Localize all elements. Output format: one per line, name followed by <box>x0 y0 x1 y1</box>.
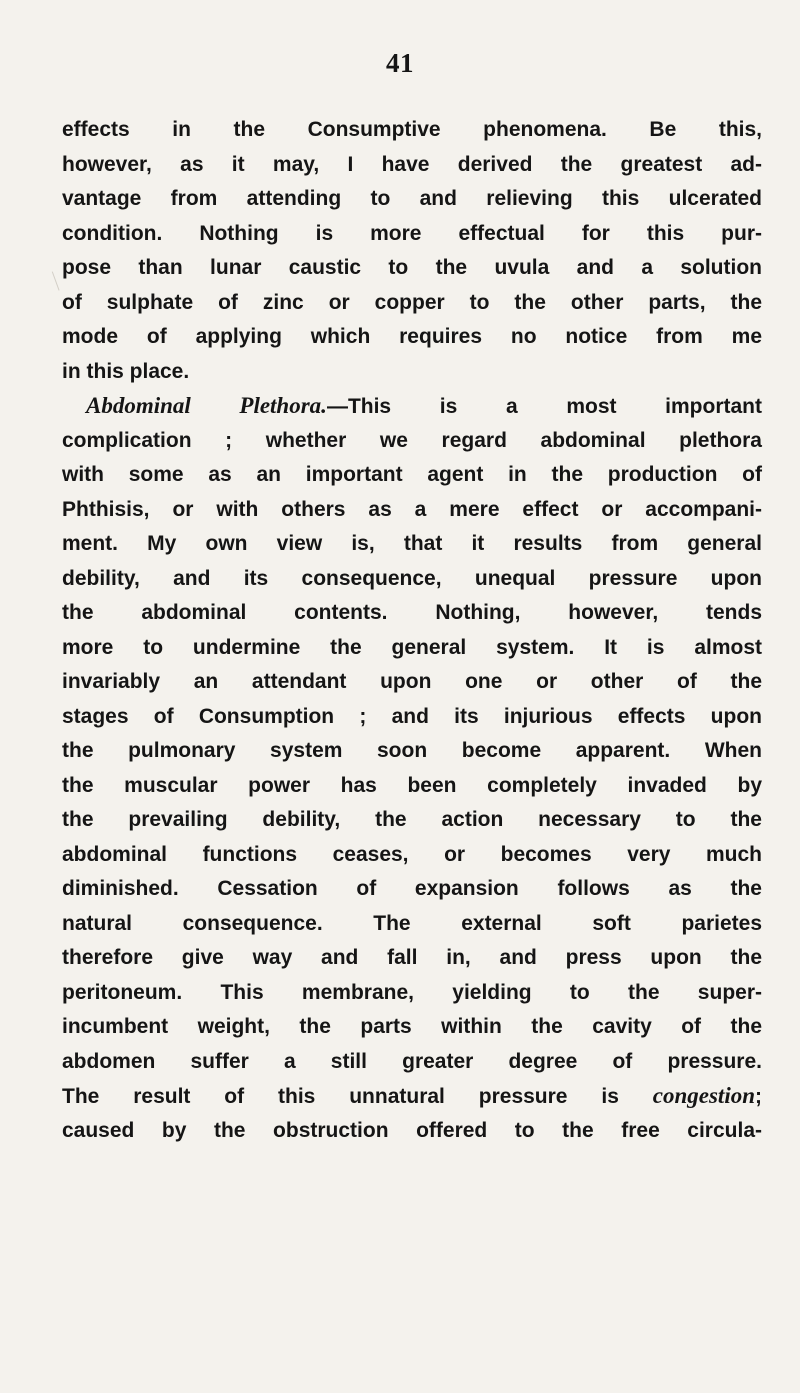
section-heading-line <box>62 389 762 424</box>
section-heading: Abdominal Plethora. <box>86 393 327 418</box>
text-line: incumbent weight, the parts within the cavity of the <box>62 1015 762 1038</box>
text-line: peritoneum. This membrane, yielding to the super- <box>62 980 762 1004</box>
text-line: complication ; whether we regard abdominal plethora <box>62 428 762 452</box>
text-line <box>62 1079 762 1114</box>
text-line: in this place. <box>62 359 190 383</box>
text-fragment: ; <box>755 1085 762 1108</box>
text-line: debility, and its consequence, unequal pressure upon <box>62 566 762 590</box>
text-line: more to undermine the general system. It is almost <box>62 635 762 659</box>
text-line: pose than lunar caustic to the uvula and a solution <box>62 256 762 279</box>
text-line: abdomen suffer a still greater degree of pressure. <box>62 1049 762 1073</box>
text-line: of sulphate of zinc or copper to the other parts, the <box>62 290 762 314</box>
body-text <box>62 113 762 1148</box>
text-line: the abdominal contents. Nothing, however, tends <box>62 601 762 624</box>
text-line: natural consequence. The external soft parietes <box>62 911 762 935</box>
text-fragment: The result of this unnatural pressure is <box>62 1085 653 1108</box>
text-line: condition. Nothing is more effectual for this pur- <box>62 221 762 245</box>
text-line: abdominal functions ceases, or becomes very much <box>62 842 762 866</box>
text-line: the muscular power has been completely invaded by <box>62 773 762 797</box>
text-line: the pulmonary system soon become apparent. When <box>62 739 762 762</box>
page-number: 41 <box>386 48 414 78</box>
text-line: invariably an attendant upon one or other of the <box>62 670 762 693</box>
text-line: caused by the obstruction offered to the free circula- <box>62 1118 762 1142</box>
text-line: therefore give way and fall in, and press upon the <box>62 946 762 969</box>
section-heading-rest: —This is a most important <box>326 395 762 418</box>
emphasis-term: congestion <box>652 1083 755 1108</box>
text-line: however, as it may, I have derived the greatest ad- <box>62 152 762 176</box>
text-line: effects in the Consumptive phenomena. Be this, <box>62 118 762 141</box>
text-line: Phthisis, or with others as a mere effect or accompani- <box>62 497 762 521</box>
text-line: stages of Consumption ; and its injurious effects upon <box>62 704 762 728</box>
text-line: the prevailing debility, the action necessary to the <box>62 808 762 831</box>
text-line: diminished. Cessation of expansion follows as the <box>62 877 762 900</box>
text-line: vantage from attending to and relieving this ulcerated <box>62 187 762 210</box>
text-line: ment. My own view is, that it results from general <box>62 532 762 555</box>
text-line: with some as an important agent in the production of <box>62 463 762 486</box>
text-line: mode of applying which requires no notice from me <box>62 325 762 348</box>
